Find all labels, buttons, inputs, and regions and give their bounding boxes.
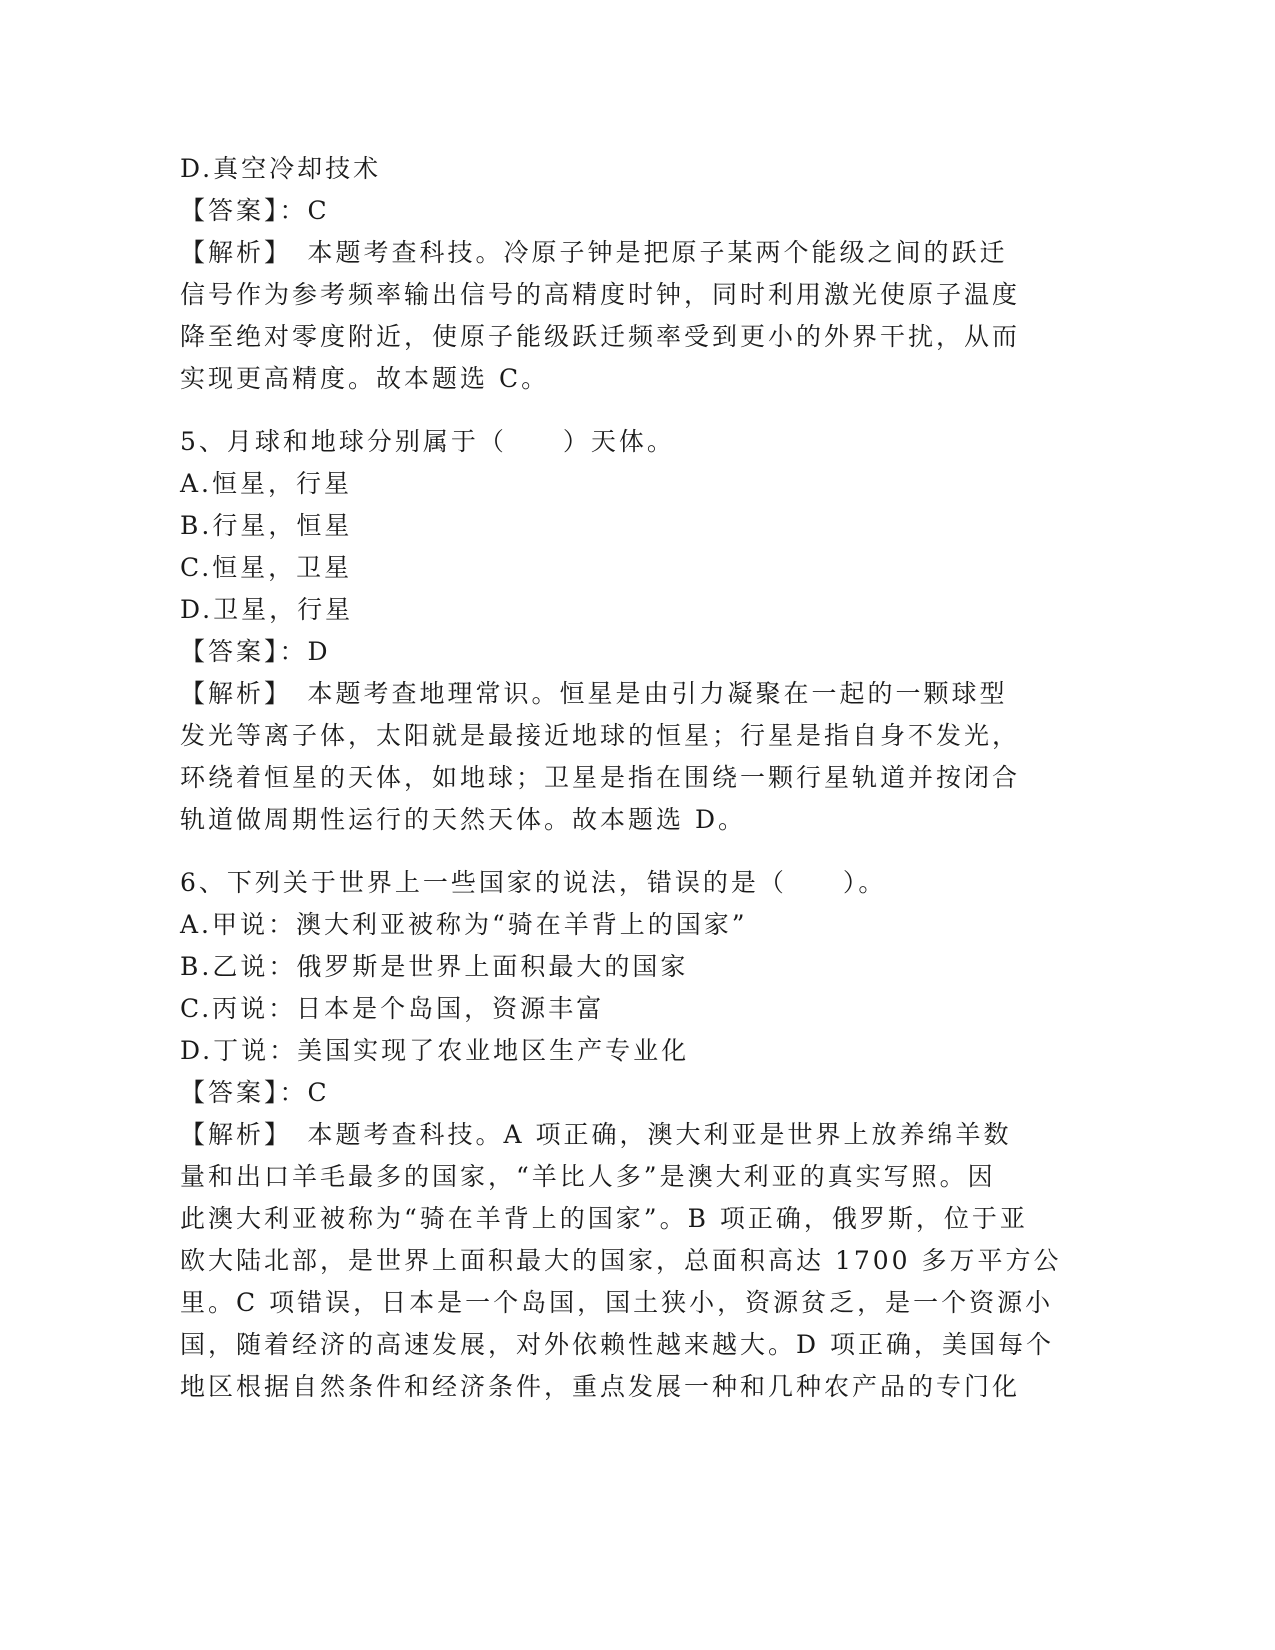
q4-analysis-line-1: 【解析】 本题考查科技。冷原子钟是把原子某两个能级之间的跃迁 xyxy=(180,238,1008,267)
q6-analysis-line-7: 地区根据自然条件和经济条件，重点发展一种和几种农产品的专门化 xyxy=(180,1372,1021,1401)
q6-option-b: B.乙说：俄罗斯是世界上面积最大的国家 xyxy=(180,952,689,981)
q5-analysis-line-2: 发光等离子体，太阳就是最接近地球的恒星；行星是指自身不发光， xyxy=(180,721,1021,750)
q4-analysis-line-4: 实现更高精度。故本题选 C。 xyxy=(180,364,550,393)
q4-option-d: D.真空冷却技术 xyxy=(180,154,382,183)
q5-option-b: B.行星，恒星 xyxy=(180,511,353,540)
q6-analysis-line-2: 量和出口羊毛最多的国家，“羊比人多”是澳大利亚的真实写照。因 xyxy=(180,1162,996,1191)
q5-option-d: D.卫星，行星 xyxy=(180,595,354,624)
q6-option-c: C.丙说：日本是个岛国，资源丰富 xyxy=(180,994,605,1023)
q6-analysis-line-1: 【解析】 本题考查科技。A 项正确，澳大利亚是世界上放养绵羊数 xyxy=(180,1120,1012,1149)
q6-option-d: D.丁说：美国实现了农业地区生产专业化 xyxy=(180,1036,690,1065)
q6-analysis-line-4: 欧大陆北部，是世界上面积最大的国家，总面积高达 1700 多万平方公 xyxy=(180,1246,1062,1275)
q4-analysis-line-3: 降至绝对零度附近，使原子能级跃迁频率受到更小的外界干扰，从而 xyxy=(180,322,1021,351)
q4-answer: 【答案】：C xyxy=(180,196,330,225)
q5-question: 5、月球和地球分别属于（ ）天体。 xyxy=(180,427,675,456)
q4-analysis-line-2: 信号作为参考频率输出信号的高精度时钟，同时利用激光使原子温度 xyxy=(180,280,1021,309)
q6-analysis-line-6: 国，随着经济的高速发展，对外依赖性越来越大。D 项正确，美国每个 xyxy=(180,1330,1054,1359)
spacer xyxy=(180,841,1080,862)
q6-answer: 【答案】：C xyxy=(180,1078,330,1107)
document-page xyxy=(180,148,1080,1408)
q6-analysis-line-3: 此澳大利亚被称为“骑在羊背上的国家”。B 项正确，俄罗斯，位于亚 xyxy=(180,1204,1028,1233)
q5-answer: 【答案】：D xyxy=(180,637,331,666)
spacer xyxy=(180,400,1080,421)
q5-analysis-line-3: 环绕着恒星的天体，如地球；卫星是指在围绕一颗行星轨道并按闭合 xyxy=(180,763,1021,792)
q5-option-c: C.恒星，卫星 xyxy=(180,553,353,582)
q5-analysis-line-4: 轨道做周期性运行的天然天体。故本题选 D。 xyxy=(180,805,746,834)
q5-analysis-line-1: 【解析】 本题考查地理常识。恒星是由引力凝聚在一起的一颗球型 xyxy=(180,679,1008,708)
q5-option-a: A.恒星，行星 xyxy=(180,469,353,498)
q6-analysis-line-5: 里。C 项错误，日本是一个岛国，国土狭小，资源贫乏，是一个资源小 xyxy=(180,1288,1054,1317)
q6-option-a: A.甲说：澳大利亚被称为“骑在羊背上的国家” xyxy=(180,910,748,939)
q6-question: 6、下列关于世界上一些国家的说法，错误的是（ ）。 xyxy=(180,868,887,897)
